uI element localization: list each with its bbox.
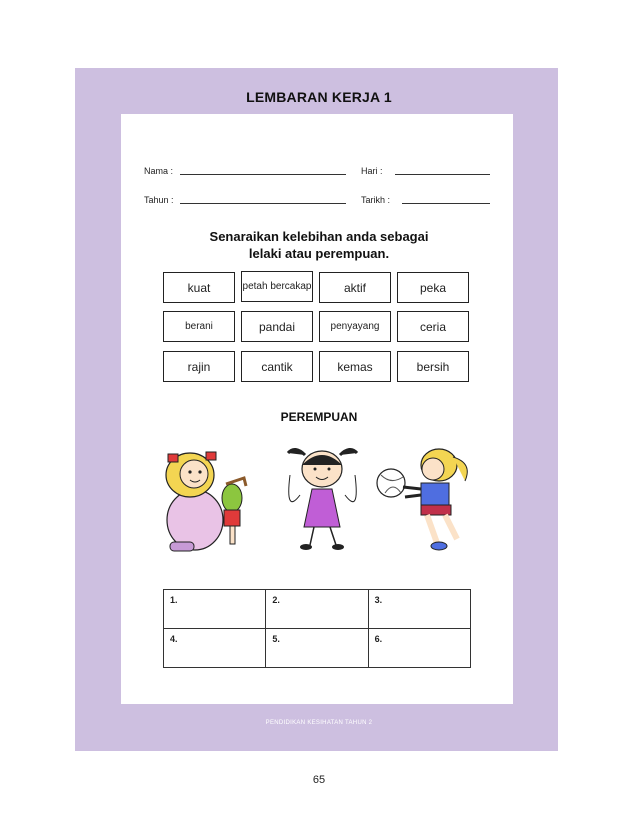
instruction-line-2: lelaki atau perempuan. (248, 246, 390, 261)
word-box: bersih (397, 351, 469, 382)
word-box: penyayang (319, 311, 391, 342)
answer-table (163, 589, 471, 668)
answer-cell[interactable]: 2. (266, 590, 368, 629)
word-box: cantik (241, 351, 313, 382)
word-box: kuat (163, 272, 235, 303)
hari-line[interactable] (395, 174, 490, 175)
nama-line[interactable] (180, 174, 346, 175)
tarikh-line[interactable] (402, 203, 490, 204)
hari-label: Hari : (361, 166, 383, 176)
answer-cell[interactable]: 6. (368, 629, 470, 668)
instruction-line-1: Senaraikan kelebihan anda sebagai (209, 229, 429, 244)
answer-cell[interactable]: 1. (164, 590, 266, 629)
section-title: PEREMPUAN (280, 410, 358, 424)
answer-cell[interactable]: 5. (266, 629, 368, 668)
word-box: petah bercakap (241, 271, 313, 302)
tahun-line[interactable] (180, 203, 346, 204)
word-box: rajin (163, 351, 235, 382)
girl-skipping-rope-illustration (280, 445, 365, 555)
tarikh-label: Tarikh : (361, 195, 391, 205)
word-box: peka (397, 272, 469, 303)
word-box: ceria (397, 311, 469, 342)
girl-with-doll-illustration (160, 440, 260, 555)
word-box: kemas (319, 351, 391, 382)
word-box: pandai (241, 311, 313, 342)
answer-cell[interactable]: 4. (164, 629, 266, 668)
nama-label: Nama : (144, 166, 174, 176)
word-box: berani (163, 311, 235, 342)
page-number: 65 (312, 774, 326, 786)
girl-volleyball-illustration (375, 443, 475, 553)
footer-text: PENDIDIKAN KESIHATAN TAHUN 2 (265, 720, 373, 726)
worksheet-title: LEMBARAN KERJA 1 (246, 89, 392, 105)
answer-cell[interactable]: 3. (368, 590, 470, 629)
word-box: aktif (319, 272, 391, 303)
tahun-label: Tahun : (144, 195, 174, 205)
